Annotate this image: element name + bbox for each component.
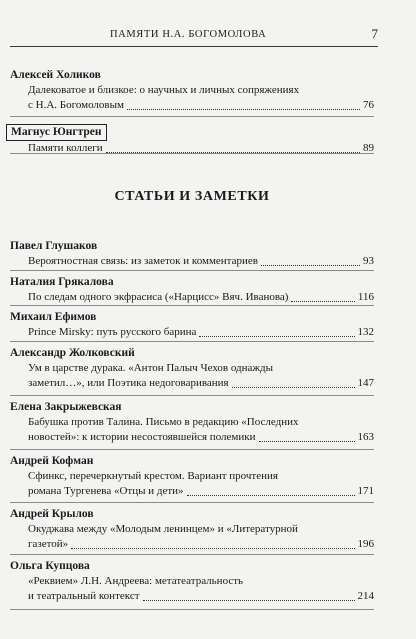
toc-entry[interactable]: [10, 239, 374, 269]
running-header: [10, 23, 378, 43]
entry-title-text: с Н.А. Богомоловым: [28, 99, 124, 111]
toc-entry[interactable]: [10, 122, 374, 156]
entry-page-number: 116: [357, 291, 374, 303]
entry-title-line: «Реквием» Л.Н. Андреева: метатеатральность: [28, 575, 244, 587]
entry-author: Андрей Кофман: [10, 455, 94, 467]
dot-leader: [187, 495, 355, 496]
entry-page-number: 132: [357, 326, 374, 338]
entry-divider: [10, 554, 374, 555]
entry-title-last-line: [28, 98, 374, 113]
section-title: СТАТЬИ И ЗАМЕТКИ: [114, 189, 270, 204]
entry-title-last-line: [28, 254, 374, 269]
dot-leader: [199, 336, 354, 337]
toc-entry[interactable]: [10, 559, 374, 604]
dot-leader: [143, 600, 355, 601]
entry-page-number: 76: [363, 99, 374, 111]
running-header-title: ПАМЯТИ Н.А. БОГОМОЛОВА: [110, 29, 267, 40]
entry-divider: [10, 395, 374, 396]
entry-divider: [10, 341, 374, 342]
entry-page-number: 93: [363, 255, 374, 267]
entry-author: Елена Закрыжевская: [10, 401, 122, 413]
entry-title-text: Памяти коллеги: [28, 142, 103, 154]
entry-title-last-line: [28, 430, 374, 445]
entry-title-last-line: [28, 589, 374, 604]
toc-entry[interactable]: [10, 310, 374, 340]
entry-divider: [10, 270, 374, 271]
entry-title-text: Prince Mirsky: путь русского барина: [28, 326, 197, 338]
entry-title-last-line: [28, 537, 374, 552]
dot-leader: [259, 441, 355, 442]
entry-divider: [10, 609, 374, 610]
entry-divider: [10, 153, 374, 154]
toc-entry[interactable]: [10, 400, 374, 445]
dot-leader: [291, 301, 354, 302]
toc-entry[interactable]: [10, 507, 374, 552]
entry-divider: [10, 502, 374, 503]
toc-entry[interactable]: [10, 454, 374, 499]
toc-entry[interactable]: [10, 68, 374, 113]
entry-title-text: газетой»: [28, 538, 69, 550]
entry-divider: [10, 116, 374, 117]
entry-title-text: новостей»: к истории несостоявшейся полемики: [28, 431, 256, 443]
entry-page-number: 147: [357, 377, 374, 389]
entry-author: Павел Глушаков: [10, 240, 98, 252]
entry-author: Ольга Купцова: [10, 560, 90, 572]
entry-title-text: романа Тургенева «Отцы и дети»: [28, 485, 184, 497]
entry-page-number: 171: [357, 485, 374, 497]
entry-page-number: 196: [357, 538, 374, 550]
entry-title-line: Далековатое и близкое: о научных и личных сопряжениях: [28, 84, 300, 96]
entry-title-line: Ум в царстве дурака. «Антон Палыч Чехов однажды: [28, 362, 273, 374]
entry-title-text: Вероятностная связь: из заметок и комментариев: [28, 255, 258, 267]
entry-divider: [10, 305, 374, 306]
entry-divider: [10, 449, 374, 450]
entry-title-line: Бабушка против Талина. Письмо в редакцию «Последних: [28, 416, 299, 428]
entry-title-last-line: [28, 325, 374, 340]
dot-leader: [232, 387, 355, 388]
header-rule: [10, 46, 378, 47]
dot-leader: [261, 265, 360, 266]
entry-author: Александр Жолковский: [10, 347, 135, 359]
entry-author: Андрей Крылов: [10, 508, 94, 520]
entry-author: Наталия Грякалова: [10, 276, 114, 288]
entry-title-line: Окуджава между «Молодым ленинцем» и «Литературной: [28, 523, 298, 535]
dot-leader: [71, 548, 354, 549]
entry-title-text: По следам одного экфрасиса («Нарцисс» Вяч. Иванова): [28, 291, 289, 303]
entry-title-line: Сфинкс, перечеркнутый крестом. Вариант прочтения: [28, 470, 278, 482]
toc-entry[interactable]: [10, 346, 374, 391]
entry-author: Михаил Ефимов: [10, 311, 97, 323]
entry-page-number: 89: [363, 142, 374, 154]
entry-page-number: 163: [357, 431, 374, 443]
entry-title-last-line: [28, 376, 374, 391]
entry-title-text: и театральный контекст: [28, 590, 140, 602]
entry-title-last-line: [28, 290, 374, 305]
entry-title-text: заметил…», или Поэтика недоговаривания: [28, 377, 229, 389]
dot-leader: [127, 109, 360, 110]
entry-page-number: 214: [357, 590, 374, 602]
entry-author: Алексей Холиков: [10, 69, 101, 81]
entry-title-last-line: [28, 484, 374, 499]
page-number: 7: [371, 26, 378, 41]
toc-entry[interactable]: [10, 275, 374, 305]
entry-author: Магнус Юнгтрен: [6, 124, 107, 141]
